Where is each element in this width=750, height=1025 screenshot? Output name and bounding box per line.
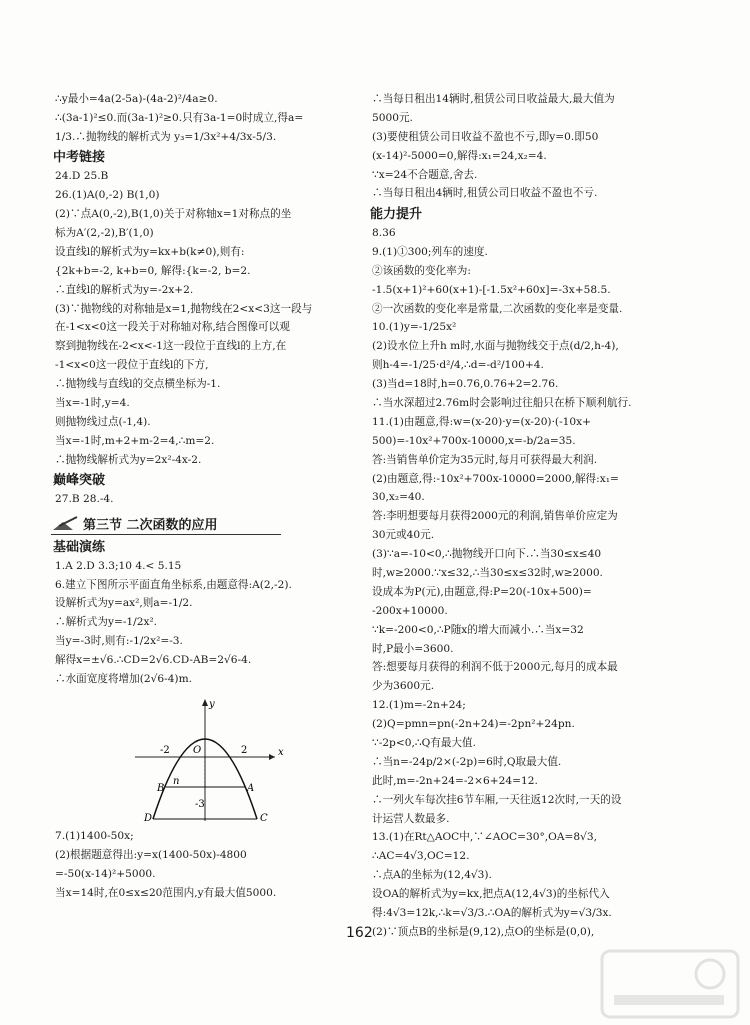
nengli-line: 时,P最小=3600. [372,642,454,655]
chapter-title: 第三节 二次函数的应用 [83,518,218,534]
nengli-line: (2)设水位上升h m时,水面与抛物线交于点(d/2,h-4), [372,340,619,353]
nengli-line: (3)∵a=-10<0,∴抛物线开口向下.∴当30≤x≤40 [372,548,602,561]
right-intro-line: ∴当每日租出14辆时,租赁公司日收益最大,最大值为 [372,93,615,105]
nengli-line: 得:4√3=12k,∴k=√3/3.∴OA的解析式为y=√3/3x. [372,907,612,920]
nengli-line: ②一次函数的变化率是常量,二次函数的变化率是变量. [372,302,623,315]
nengli-line: 12.(1)m=-2n+24; [372,699,466,712]
nengli-line: ∴当水深超过2.76m时会影响过往船只在桥下顺利航行. [372,396,632,409]
x-axis-label: x [278,746,284,758]
nengli-line: (2)由题意,得:-10x²+700x-10000=2000,解得:x₁= [372,472,619,485]
zhongkao-line: ∴抛物线解析式为y=2x²-4x-2. [55,453,202,466]
nengli-line: 答:想要每月获得的利润不低于2000元,每月的成本最 [372,661,618,674]
section-heading-jichu: 基础演练 [53,539,106,555]
right-intro-line: ∴当每日租出4辆时,租赁公司日收益不盈也不亏. [372,187,598,200]
point-b-label: B [157,782,165,794]
zhongkao-answers [55,169,360,468]
jichu-line: 解得x=±√6.∴CD=2√6.CD-AB=2√6-4. [55,654,252,667]
section-heading-nengli: 能力提升 [370,206,423,222]
left-intro-block [55,92,360,145]
zhongkao-line: (2)∵点A(0,-2),B(1,0)关于对称轴x=1对称点的坐 [55,208,292,221]
nengli-answers [372,226,710,940]
y-axis-arrow-icon [202,699,208,706]
jichu-line: ∴解析式为y=-1/2x². [55,616,158,629]
left-intro-line: ∴y最小=4a(2-5a)-(4a-2)²/4a≥0. [55,93,218,105]
zhongkao-line: 在-1<x<0这一段关于对称轴对称,结合图像可以观 [55,321,290,334]
left-bottom-line: (2)根据题意得出:y=x(1400-50x)-4800 [55,848,247,861]
nengli-line: (3)当d=18时,h=0.76,0.76+2=2.76. [372,378,559,391]
jichu-line: 1.A 2.D 3.3;10 4.< 5.15 [55,559,182,572]
nengli-line: 答:当销售单价定为35元时,每月可获得最大利润. [372,453,598,466]
chapter-title-bar [51,514,281,535]
nengli-line: 9.(1)①300;列车的速度. [372,245,488,258]
nengli-line: 设OA的解析式为y=kx,把点A(12,4√3)的坐标代入 [372,888,610,901]
tick-label-2: 2 [241,744,248,756]
zhongkao-line: ∴抛物线与直线l的交点横坐标为-1. [55,378,221,391]
zhongkao-line: 当x=-1时,y=4. [55,396,130,409]
point-n-label: n [173,775,180,787]
nengli-line: 30元或40元. [372,529,435,542]
left-bottom-line: 当x=14时,在0≤x≤20范围内,y有最大值5000. [55,886,277,899]
zhongkao-line: 24.D 25.B [55,170,109,183]
right-intro-line: 5000元. [372,111,413,124]
nengli-line: 少为3600元. [372,680,435,693]
point-d-label: D [144,812,153,822]
zhongkao-line: 则抛物线过点(-1,4). [55,415,151,428]
section-heading-zhongkao: 中考链接 [53,150,106,166]
nengli-line: 13.(1)在Rt△AOC中,∵∠AOC=30°,OA=8√3, [372,831,597,844]
parabola-graph [135,697,285,822]
depth-label: -3 [195,798,205,810]
zhongkao-line: ∴直线l的解析式为y=-2x+2. [55,283,194,296]
nengli-line: 10.(1)y=-1/25x² [372,321,457,334]
left-bottom-block [55,829,360,901]
nengli-line: (2)∵顶点B的坐标是(9,12),点O的坐标是(0,0), [372,925,595,938]
nengli-line: -1.5(x+1)²+60(x+1)-[-1.5x²+60x]=-3x+58.5. [372,283,611,296]
nengli-line: 时,w≥2000.∵x≤32,∴当30≤x≤32时,w≥2000. [372,566,603,579]
watermark-logo [600,949,740,1019]
dianfeng-line: 27.B 28.-4. [55,493,114,506]
right-column [372,92,710,944]
left-intro-line: ∴(3a-1)²≤0.而(3a-1)²≥0.只有3a-1=0时成立,得a= [55,111,304,124]
nengli-line: ∴点A的坐标为(12,4√3). [372,869,492,882]
nengli-line: 此时,m=-2n+24=-2×6+24=12. [372,774,538,787]
left-intro-line: 1/3.∴抛物线的解析式为 y₃=1/3x²+4/3x-5/3. [55,130,277,143]
book-pen-icon [51,516,79,532]
zhongkao-line: 当x=-1时,m+2+m-2=4,∴m=2. [55,434,215,447]
nengli-line: 8.36 [372,226,396,239]
y-axis-label: y [209,698,215,710]
nengli-line: -200x+10000. [372,604,448,617]
dianfeng-answers [55,492,360,508]
nengli-line: ∴当n=-24p/2×(-2p)=6时,Q取最大值. [372,755,562,768]
nengli-line: ②该函数的变化率为: [372,264,471,277]
nengli-line: 答:李明想要每月获得2000元的利润,销售单价应定为 [372,510,618,523]
zhongkao-line: 26.(1)A(0,-2) B(1,0) [55,189,160,202]
nengli-line: ∴一列火车每次挂6节车厢,一天往返12次时,一天的设 [372,793,622,806]
nengli-line: 11.(1)由题意,得:w=(x-20)·y=(x-20)·(-10x+ [372,415,591,428]
page-number: 162 [346,925,373,941]
right-intro-line: (3)要使租赁公司日收益不盈也不亏,即y=0.即50 [372,130,599,143]
right-intro-line: (x-14)²-5000=0,解得:x₁=24,x₂=4. [372,149,547,162]
zhongkao-line: -1<x<0这一段位于直线l的下方, [55,359,209,372]
zhongkao-line: 察到抛物线在-2<x<-1这一段位于直线l的上方,在 [55,340,287,353]
nengli-line: 设成本为P(元),由题意,得:P=20(-10x+500)= [372,585,592,598]
nengli-line: 则h-4=-1/25·d²/4,∴d=-d²/100+4. [372,359,544,372]
jichu-line: ∴水面宽度将增加(2√6-4)m. [55,672,192,685]
x-axis-arrow-icon [269,754,275,760]
zhongkao-line: 设直线l的解析式为y=kx+b(k≠0),则有: [55,245,245,258]
zhongkao-line: 标为A′(2,-2),B′(1,0) [55,226,154,239]
jichu-line: 设解析式为y=ax²,则a=-1/2. [55,597,193,610]
tick-label-neg2: -2 [160,744,170,756]
nengli-line: ∵-2p<0,∴Q有最大值. [372,737,476,749]
left-bottom-line: 7.(1)1400-50x; [55,829,134,842]
right-intro-block [372,92,710,202]
section-heading-dianfeng: 巅峰突破 [53,473,106,489]
zhongkao-line: (3)∵抛物线的对称轴是x=1,抛物线在2<x<3这一段与 [55,302,313,315]
point-a-label: A [247,782,255,794]
nengli-line: ∴AC=4√3,OC=12. [372,850,470,863]
nengli-line: 计运营人数最多. [372,812,450,825]
jichu-line: 当y=-3时,则有:-1/2x²=-3. [55,635,183,648]
origin-label: O [193,744,202,756]
nengli-line: 30,x₂=40. [372,491,425,504]
jichu-line: 6.建立下图所示平面直角坐标系,由题意得:A(2,-2). [55,578,292,591]
right-intro-line: ∵x=24不合题意,舍去. [372,168,478,181]
left-column [55,92,360,904]
nengli-line: (2)Q=pmn=pn(-2n+24)=-2pn²+24pn. [372,718,575,731]
nengli-line: ∵k=-200<0,∴P随x的增大而减小.∴当x=32 [372,623,584,636]
nengli-line: 500)=-10x²+700x-10000,x=-b/2a=35. [372,434,576,447]
left-bottom-line: =-50(x-14)²+5000. [55,867,156,880]
zhongkao-line: {2k+b=-2, k+b=0, 解得:{k=-2, b=2. [55,264,251,277]
point-c-label: C [260,812,268,822]
jichu-answers [55,559,360,688]
